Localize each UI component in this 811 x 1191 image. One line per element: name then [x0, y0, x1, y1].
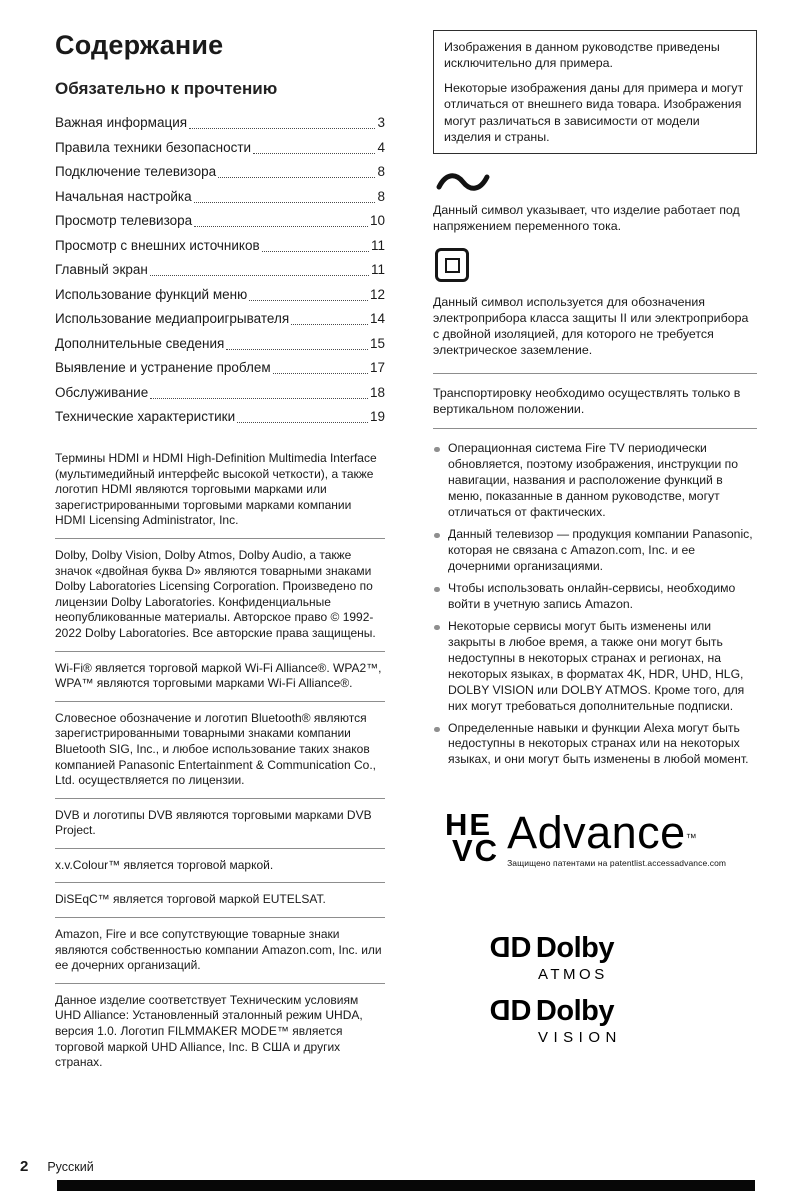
- toc-leader: [194, 202, 376, 203]
- note-item: Чтобы использовать онлайн-сервисы, необходимо войти в учетную запись Amazon.: [433, 581, 757, 613]
- trademark-paragraph: Словесное обозначение и логотип Bluetooth® являются зарегистрированными товарными знаками компании Bluetooth SIG, Inc., и любое использование таких знаков компанией Panasonic Entertainment & Communication Co., Ltd. осуществляется по лицензии.: [55, 710, 376, 788]
- dolby-atmos-label: ATMOS: [538, 966, 608, 984]
- toc-entry[interactable]: [55, 336, 385, 352]
- toc-page-number: 8: [377, 164, 385, 179]
- toc-entry[interactable]: [55, 189, 385, 205]
- left-column: [55, 28, 385, 1191]
- dolby-double-d-icon: D D: [491, 995, 530, 1028]
- divider: [55, 538, 385, 539]
- toc-leader: [189, 128, 375, 129]
- hevc-patent-caption: Защищено патентами на patentlist.accessadvance.com: [507, 858, 727, 869]
- dolby-vision-logo: [491, 997, 757, 1046]
- divider: [55, 651, 385, 652]
- toc-page-number: 4: [377, 139, 385, 155]
- toc-leader: [150, 275, 369, 276]
- toc-entry[interactable]: [55, 140, 385, 156]
- section-subtitle: Обязательно к прочтению: [55, 79, 278, 98]
- toc-leader: [237, 422, 368, 423]
- toc-entry-label: Использование функций меню: [55, 286, 248, 302]
- trademark-paragraph: Термины HDMI и HDMI High-Definition Multimedia Interface (мультимедийный интерфейс высокой четкости), а также логотип HDMI являются торговыми марками или зарегистрированными торговыми марками компании HDMI Licensing Administrator, Inc.: [55, 451, 377, 528]
- hevc-mark-top: HE: [445, 807, 493, 843]
- note-item: Некоторые сервисы могут быть изменены или закрыты в любое время, а также они могут быть недоступны в некоторых странах и регионах, на некоторых языках, в форматах 4K, HDR, UHD, HLG, DOLBY VISION или DOLBY ATMOS. Кроме того, для них могут требоваться дополнительные подписки.: [433, 619, 757, 715]
- trademark-paragraph: DVB и логотипы DVB являются торговыми марками DVB Project.: [55, 807, 372, 838]
- toc-entry[interactable]: [55, 409, 385, 425]
- toc-page-number: 11: [370, 237, 385, 253]
- disclaimer-text: Изображения в данном руководстве приведены исключительно для примера.: [444, 40, 720, 71]
- toc-entry-label: Просмотр с внешних источников: [55, 237, 260, 253]
- toc-entry-label: Обслуживание: [55, 384, 149, 400]
- toc-page-number: 19: [369, 409, 385, 424]
- trademark-paragraph: Wi-Fi® является торговой маркой Wi-Fi Alliance®. WPA2™, WPA™ являются торговыми марками Wi-Fi Alliance®.: [55, 660, 382, 691]
- toc-entry[interactable]: [55, 287, 385, 303]
- dolby-wordmark: Dolby: [535, 932, 614, 965]
- divider: [55, 848, 385, 849]
- divider: [55, 701, 385, 702]
- toc-leader: [249, 300, 368, 301]
- class-ii-insulation-icon: [435, 248, 469, 282]
- toc-leader: [262, 251, 369, 252]
- hevc-wordmark: [507, 807, 727, 869]
- toc-entry-label: Дополнительные сведения: [55, 335, 225, 351]
- trademark-paragraph: DiSEqC™ является торговой маркой EUTELSAT.: [55, 892, 326, 907]
- toc-entry-label: Начальная настройка: [55, 188, 192, 204]
- trademark-symbol: ™: [685, 833, 697, 846]
- toc-leader: [226, 349, 368, 350]
- page-footer: [20, 1158, 94, 1175]
- divider: [433, 428, 757, 429]
- toc-entry[interactable]: [55, 360, 385, 376]
- dolby-wordmark: Dolby: [535, 995, 614, 1028]
- toc-leader: [194, 226, 368, 227]
- toc-entry-label: Использование медиапроигрывателя: [55, 311, 290, 326]
- toc-page-number: 11: [370, 262, 385, 277]
- class-ii-inner-square: [445, 258, 460, 273]
- toc-entry[interactable]: [55, 164, 385, 180]
- toc-page-number: 10: [369, 213, 385, 228]
- toc-entry[interactable]: [55, 262, 385, 278]
- hevc-mark-bottom: VC: [452, 832, 500, 868]
- note-item: Операционная система Fire TV периодически обновляется, поэтому изображения, инструкции по навигации, названия и расположение функций в меню, показанные в данном руководстве, могут отличаться от фактических.: [433, 441, 757, 521]
- disclaimer-text: Некоторые изображения даны для примера и могут отличаться от внешнего вида товара. Изображения могут различаться в зависимости от модели изделия и страны.: [444, 81, 744, 144]
- trademark-paragraph: x.v.Colour™ является торговой маркой.: [55, 857, 274, 872]
- toc-leader: [291, 324, 368, 325]
- toc-page-number: 14: [369, 311, 385, 326]
- page-number: 2: [20, 1158, 29, 1175]
- trademark-paragraph: Dolby, Dolby Vision, Dolby Atmos, Dolby Audio, а также значок «двойная буква D» являются товарными знаками Dolby Laboratories Licensing Corporation. Произведено по лицензии Dolby Laboratories. Конфиденциальные неопубликованные материалы. Авторское право © 1992-2022 Dolby Laboratories. Все авторские права защищены.: [55, 547, 376, 640]
- trademark-paragraph: Amazon, Fire и все сопутствующие товарные знаки являются собственностью компании Amazon.com, Inc. или ее дочерних организаций.: [55, 927, 382, 973]
- toc-entry[interactable]: [55, 213, 385, 229]
- divider: [55, 882, 385, 883]
- toc-page-number: 12: [369, 286, 385, 302]
- toc-leader: [150, 398, 368, 399]
- trademark-paragraph: Данное изделие соответствует Техническим условиям UHD Alliance: Установленный эталонный режим UHDA, версия 1.0. Логотип FILMMAKER MODE™ является торговой маркой UHD Alliance, Inc. В США и других странах.: [55, 992, 363, 1070]
- class-ii-description: Данный символ используется для обозначения электроприбора класса защиты II или электроприбора с двойной изоляцией, для которого не требуется электрическое заземление.: [433, 295, 749, 358]
- hevc-mark-icon: [445, 807, 500, 868]
- toc-page-number: 18: [369, 384, 385, 400]
- table-of-contents: [55, 115, 385, 425]
- toc-entry-label: Просмотр телевизора: [55, 213, 193, 228]
- language-label: Русский: [47, 1160, 94, 1174]
- right-column: [433, 28, 757, 1191]
- ac-symbol-description: Данный символ указывает, что изделие работает под напряжением переменного тока.: [433, 202, 740, 233]
- toc-page-number: 17: [369, 360, 385, 375]
- divider: [55, 798, 385, 799]
- toc-entry-label: Главный экран: [55, 262, 148, 277]
- divider: [433, 373, 757, 374]
- toc-entry-label: Выявление и устранение проблем: [55, 360, 271, 375]
- hevc-word: Advance: [507, 807, 686, 859]
- divider: [55, 917, 385, 918]
- toc-entry-label: Технические характеристики: [55, 409, 236, 424]
- toc-leader: [253, 153, 375, 154]
- dolby-atmos-logo: [491, 934, 757, 983]
- ac-current-icon: [435, 170, 757, 196]
- toc-leader: [218, 177, 375, 178]
- note-item: Определенные навыки и функции Alexa могут быть недоступны в некоторых странах или на некоторых языках, и они могут быть изменены в любой момент.: [433, 721, 757, 769]
- hevc-advance-logo: [445, 807, 757, 869]
- transport-note: Транспортировку необходимо осуществлять только в вертикальном положении.: [433, 385, 741, 416]
- toc-page-number: 3: [377, 115, 385, 130]
- note-item: Данный телевизор — продукция компании Panasonic, которая не связана с Amazon.com, Inc. и ее дочерними организациями.: [433, 527, 757, 575]
- toc-entry[interactable]: [55, 385, 385, 401]
- toc-leader: [273, 373, 368, 374]
- toc-entry[interactable]: [55, 311, 385, 327]
- divider: [55, 983, 385, 984]
- toc-entry[interactable]: [55, 115, 385, 131]
- dolby-vision-label: VISION: [538, 1029, 622, 1047]
- toc-entry-label: Подключение телевизора: [55, 164, 217, 179]
- dolby-double-d-icon: D D: [491, 932, 530, 965]
- toc-entry[interactable]: [55, 238, 385, 254]
- toc-entry-label: Важная информация: [55, 115, 188, 130]
- trademark-notices: [55, 451, 385, 1071]
- page-title: Содержание: [55, 30, 224, 60]
- page-edge-bar: [57, 1180, 755, 1191]
- notes-list: [433, 441, 757, 769]
- toc-page-number: 15: [369, 335, 385, 351]
- toc-page-number: 8: [377, 188, 385, 204]
- image-disclaimer-box: [433, 30, 757, 154]
- toc-entry-label: Правила техники безопасности: [55, 139, 252, 155]
